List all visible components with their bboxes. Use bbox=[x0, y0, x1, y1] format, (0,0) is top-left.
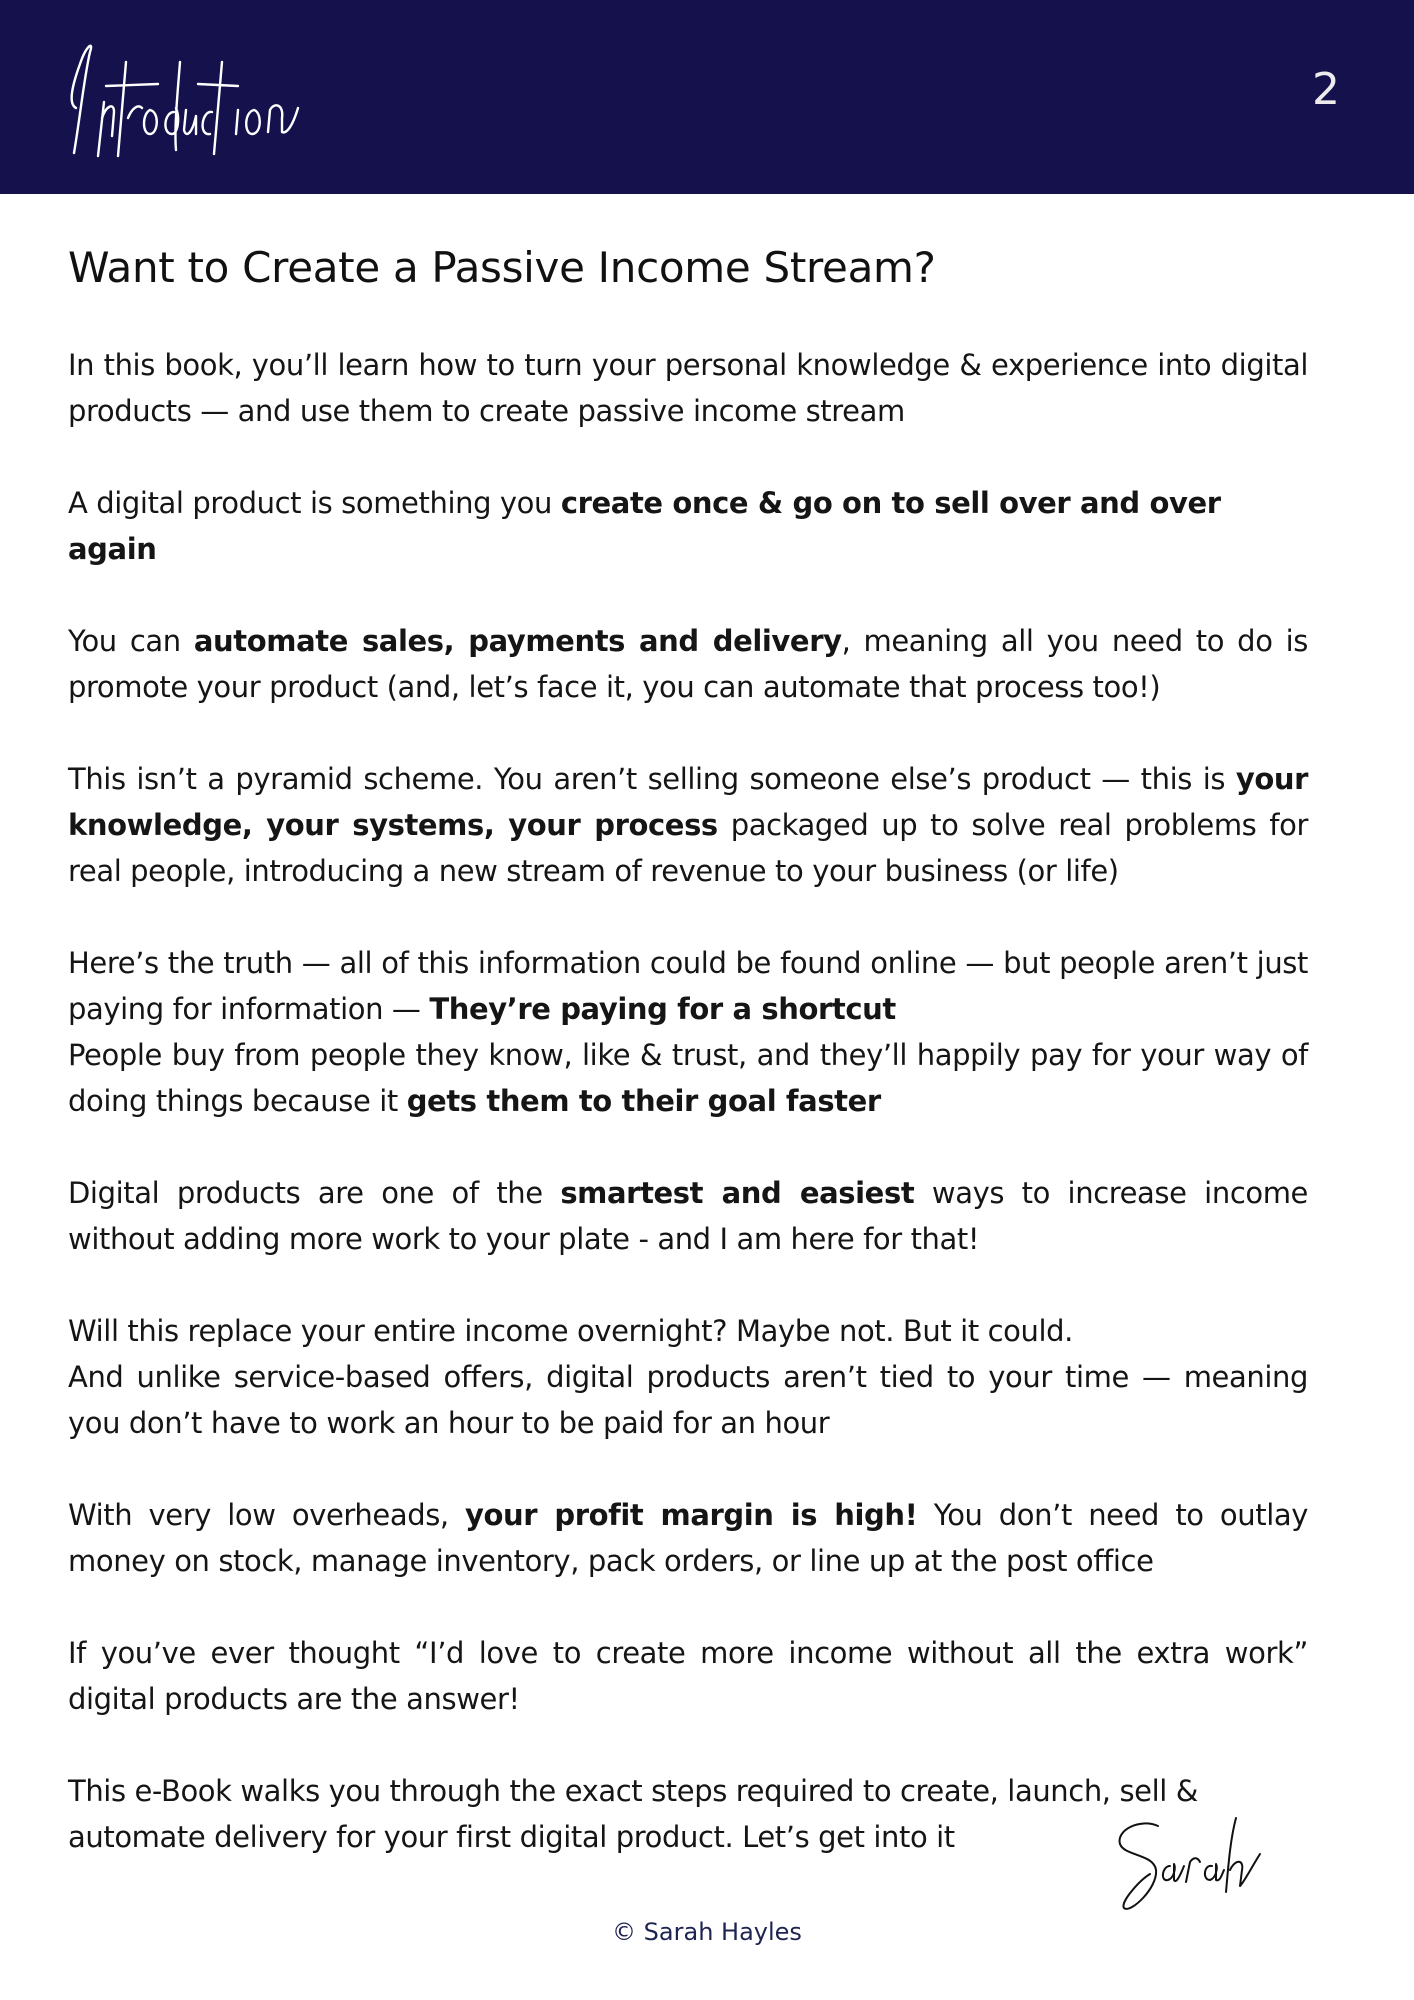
paragraph-service-based bbox=[68, 1354, 1308, 1446]
paragraph-text: Here’s the truth — all of this information could be found online — but people aren’t just paying for information — bbox=[68, 946, 1308, 1026]
paragraph-text: Will this replace your entire income overnight? Maybe not. But it could. bbox=[68, 1314, 1073, 1348]
paragraph-text: , meaning all you need to do is promote your product (and, let’s face it, you can automate that process too!) bbox=[68, 624, 1308, 704]
paragraph-overheads bbox=[68, 1492, 1308, 1584]
signature-sarah bbox=[1110, 1810, 1290, 1920]
paragraph-emphasis: gets them to their goal faster bbox=[406, 1084, 881, 1118]
paragraph-emphasis: smartest and easiest bbox=[560, 1176, 915, 1210]
paragraph-text: If you’ve ever thought “I’d love to create more income without all the extra work” digital products are the answer! bbox=[68, 1636, 1308, 1716]
paragraph-text: Digital products are one of the bbox=[68, 1176, 561, 1210]
paragraph-replace-income bbox=[68, 1308, 1308, 1354]
paragraph-automate bbox=[68, 618, 1308, 710]
paragraph-text: This e-Book walks you through the exact steps required to create, launch, sell & automate delivery for your first digital product. Let’s get into it bbox=[68, 1774, 1198, 1854]
paragraph-text: You don’t need to outlay money on stock, manage inventory, pack orders, or line up at the post office bbox=[68, 1498, 1308, 1578]
paragraph-intro bbox=[68, 342, 1308, 434]
page-content bbox=[68, 243, 1308, 1906]
paragraph-digital-product bbox=[68, 480, 1308, 572]
paragraph-emphasis: They’re paying for a shortcut bbox=[429, 992, 896, 1026]
paragraph-emphasis: your profit margin is high! bbox=[465, 1498, 918, 1532]
paragraph-truth bbox=[68, 940, 1308, 1032]
header-band bbox=[0, 0, 1414, 194]
paragraph-text: packaged up to solve real problems for real people, introducing a new stream of revenue to your business (or life) bbox=[68, 808, 1308, 888]
paragraph-text: ways to increase income without adding more work to your plate - and I am here for that! bbox=[68, 1176, 1308, 1256]
page-heading: Want to Create a Passive Income Stream? bbox=[68, 243, 936, 292]
paragraph-text: This isn’t a pyramid scheme. You aren’t selling someone else’s product — this is bbox=[68, 762, 1236, 796]
paragraph-text: In this book, you’ll learn how to turn your personal knowledge & experience into digital products — and use them to create passive income stream bbox=[68, 348, 1308, 428]
paragraph-text: A digital product is something you bbox=[68, 486, 561, 520]
paragraph-text: People buy from people they know, like & trust, and they’ll happily pay for your way of doing things because it bbox=[68, 1038, 1308, 1118]
paragraph-ebook bbox=[68, 1768, 1228, 1860]
paragraph-smartest bbox=[68, 1170, 1308, 1262]
paragraph-emphasis: automate sales, payments and delivery bbox=[193, 624, 842, 658]
paragraph-text: With very low overheads, bbox=[68, 1498, 466, 1532]
paragraph-emphasis: create once & go on to sell over and over again bbox=[68, 486, 1221, 566]
section-title-script bbox=[62, 38, 342, 168]
paragraph-text: And unlike service-based offers, digital products aren’t tied to your time — meaning you don’t have to work an hour to be paid for an hour bbox=[68, 1360, 1308, 1440]
page-number: 2 bbox=[1312, 64, 1340, 115]
paragraph-emphasis: your knowledge, your systems, your process bbox=[68, 762, 1308, 842]
paragraph-text: You can bbox=[68, 624, 194, 658]
paragraph-trust bbox=[68, 1032, 1308, 1124]
paragraph-pyramid bbox=[68, 756, 1308, 894]
paragraph-answer bbox=[68, 1630, 1308, 1722]
copyright-footer: © Sarah Hayles bbox=[612, 1918, 802, 1946]
